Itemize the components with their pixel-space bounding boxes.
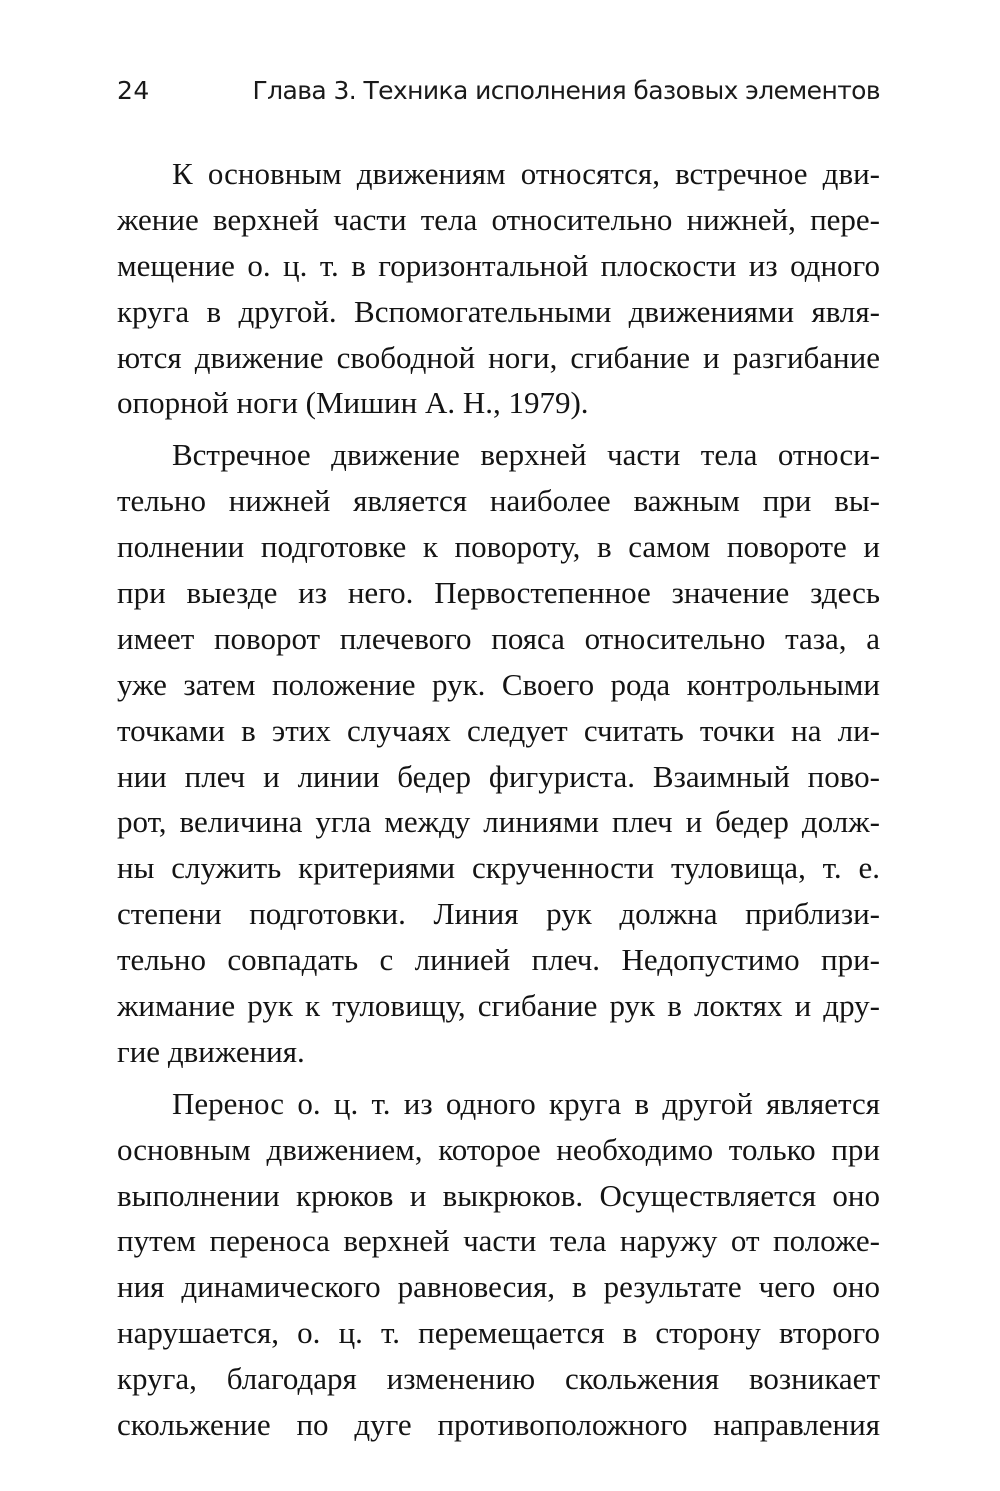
text-line: нии плеч и линии бедер фигуриста. Взаимный пово- [117, 758, 880, 794]
paragraph [117, 151, 880, 426]
text-line: тельно нижней является наиболее важным при вы- [117, 483, 880, 519]
text-line: полнении подготовке к повороту, в самом повороте и [117, 529, 880, 565]
text-line: степени подготовки. Линия рук должна приблизи- [117, 896, 880, 932]
text-line: точками в этих случаях следует считать точки на ли- [117, 712, 880, 748]
running-header [117, 76, 880, 116]
text-line: имеет поворот плечевого пояса относительно таза, а [117, 620, 880, 656]
chapter-title: Глава 3. Техника исполнения базовых элементов [252, 76, 880, 105]
text-line: Перенос о. ц. т. из одного круга в другой является [172, 1085, 880, 1121]
text-line: путем переноса верхней части тела наружу от положе- [117, 1223, 880, 1259]
text-line: опорной ноги (Мишин А. Н., 1979). [117, 385, 589, 421]
paragraph [117, 432, 880, 1074]
text-line: ны служить критериями скрученности туловища, т. е. [117, 850, 880, 886]
page-number: 24 [117, 76, 150, 105]
text-line: гие движения. [117, 1033, 305, 1069]
text-line: круга, благодаря изменению скольжения возникает [117, 1361, 880, 1397]
text-line: основным движением, которое необходимо только при [117, 1131, 880, 1167]
text-line: уже затем положение рук. Своего рода контрольными [117, 666, 880, 702]
body-text [117, 151, 880, 1448]
text-line: тельно совпадать с линией плеч. Недопустимо при- [117, 942, 880, 978]
text-line: нарушается, о. ц. т. перемещается в сторону второго [117, 1315, 880, 1351]
text-line: жение верхней части тела относительно нижней, пере- [117, 201, 880, 237]
text-line: ются движение свободной ноги, сгибание и разгибание [117, 339, 880, 375]
paragraph [117, 1081, 880, 1448]
text-line: К основным движениям относятся, встречное дви- [172, 156, 880, 191]
text-line: рот, величина угла между линиями плеч и бедер долж- [117, 804, 880, 840]
text-line: жимание рук к туловищу, сгибание рук в локтях и дру- [117, 988, 880, 1024]
text-line: круга в другой. Вспомогательными движениями явля- [117, 293, 880, 329]
text-line: ния динамического равновесия, в результате чего оно [117, 1269, 880, 1305]
text-line: при выезде из него. Первостепенное значение здесь [117, 575, 880, 611]
text-line: Встречное движение верхней части тела относи- [172, 437, 880, 473]
text-line: мещение о. ц. т. в горизонтальной плоскости из одного [117, 247, 880, 283]
text-line: скольжение по дуге противоположного направления [117, 1407, 880, 1443]
text-line: выполнении крюков и выкрюков. Осуществляется оно [117, 1177, 880, 1213]
